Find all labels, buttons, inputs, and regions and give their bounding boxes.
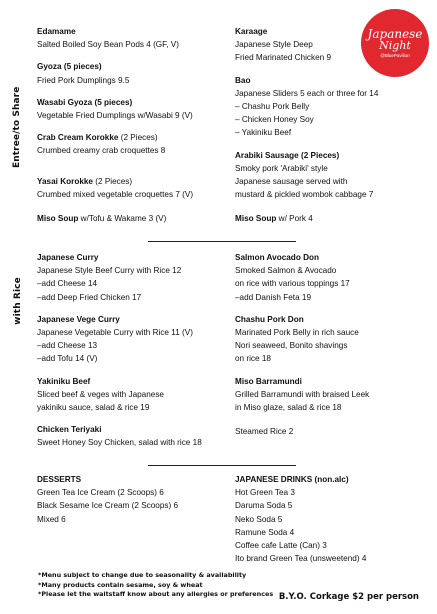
menu-item-salmon-avocado-don (235, 251, 425, 304)
item-desc: Japanese Vegetable Curry with Rice 11 (V) (37, 328, 193, 338)
item-desc: Marinated Pork Belly in rich sauce (235, 328, 359, 338)
item-name: Japanese Vege Curry (37, 314, 120, 324)
item-desc: on rice 18 (235, 354, 271, 364)
drink-item: Daruma Soda 5 (235, 501, 293, 511)
dessert-item: Black Sesame Ice Cream (2 Scoops) 6 (37, 501, 179, 511)
drinks-section (235, 473, 425, 565)
item-name-main: Miso Soup (37, 214, 79, 224)
menu-item-crab-cream-korokke (37, 131, 222, 157)
item-name: Karaage (235, 27, 268, 36)
drink-item: Neko Soda 5 (235, 514, 283, 524)
item-name: Salmon Avocado Don (235, 253, 320, 262)
item-desc: Steamed Rice 2 (235, 427, 294, 437)
menu-item-gyoza (37, 60, 222, 86)
item-desc: – Yakiniku Beef (235, 128, 292, 138)
item-desc: Japanese Style Beef Curry with Rice 12 (37, 266, 182, 276)
item-name-main: Crab Cream Korokke (37, 133, 119, 143)
entree-left-column (37, 25, 222, 225)
item-desc: –add Tofu 14 (V) (37, 354, 98, 364)
item-desc: Japanese sausage served with (235, 177, 348, 187)
footnotes (38, 571, 273, 600)
item-desc: Fried Pork Dumplings 9.5 (37, 75, 130, 85)
drink-item: Ito brand Green Tea (unsweetend) 4 (235, 554, 367, 564)
item-desc: – Chicken Honey Soy (235, 115, 314, 125)
item-name-suffix: (2 Pieces) (118, 133, 158, 143)
item-name (235, 212, 425, 225)
item-name: Edamame (37, 27, 76, 36)
item-desc: Vegetable Fried Dumplings w/Wasabi 9 (V) (37, 111, 193, 121)
item-desc: –add Danish Feta 19 (235, 292, 312, 302)
item-desc: Salted Boiled Soy Bean Pods 4 (GF, V) (37, 40, 179, 50)
entree-right-column (235, 25, 425, 226)
menu-item-arabiki-sausage (235, 149, 425, 202)
item-desc: mustard & pickled wombok cabbage 7 (235, 190, 374, 200)
drink-item: Ramune Soda 4 (235, 527, 295, 537)
drinks-title: JAPANESE DRINKS (non.alc) (235, 475, 349, 484)
menu-item-miso-soup-tofu (37, 212, 222, 225)
logo-text-line2: Night (379, 39, 411, 52)
item-desc: Sliced beef & veges with Japanese (37, 389, 164, 399)
item-name: Arabiki Sausage (2 Pieces) (235, 150, 340, 160)
item-desc: yakiniku sauce, salad & rice 19 (37, 403, 150, 413)
menu-item-bao (235, 74, 425, 140)
item-desc: –add Deep Fried Chicken 17 (37, 292, 142, 302)
item-desc: Smoky pork 'Arabiki' style (235, 163, 328, 173)
dessert-item: Green Tea Ice Cream (2 Scoops) 6 (37, 488, 164, 498)
footnote: *Please let the waitstaff know about any allergies or preferences (38, 590, 274, 598)
item-desc: Nori seaweed, Bonito shavings (235, 341, 348, 351)
item-name (37, 212, 222, 225)
item-name: Miso Barramundi (235, 376, 302, 386)
drink-item: Hot Green Tea 3 (235, 488, 295, 498)
item-desc: Sweet Honey Soy Chicken, salad with rice 18 (37, 438, 202, 448)
menu-item-miso-soup-pork (235, 212, 425, 225)
item-desc: Japanese Sliders 5 each or three for 14 (235, 88, 379, 98)
item-name: Chicken Teriyaki (37, 425, 102, 435)
menu-item-karaage (235, 25, 425, 65)
item-name-main: Miso Soup (235, 214, 277, 224)
item-desc: in Miso glaze, salad & rice 18 (235, 403, 342, 413)
section-label-entree: Entree/to Share (12, 86, 22, 168)
item-name-suffix: (2 Pieces) (92, 176, 133, 186)
item-desc: on rice with various toppings 17 (235, 279, 350, 289)
menu-item-wasabi-gyoza (37, 96, 222, 122)
item-name: Bao (235, 75, 251, 85)
item-desc: Fried Marinated Chicken 9 (235, 53, 332, 63)
item-name: Chashu Pork Don (235, 314, 304, 324)
item-name: Japanese Curry (37, 253, 99, 262)
item-name: Gyoza (5 pieces) (37, 62, 102, 72)
footnote: *Menu subject to change due to seasonality & availability (38, 571, 247, 579)
menu-item-yasai-korokke (37, 175, 222, 201)
menu-item-yakiniku-beef (37, 375, 222, 415)
item-name (37, 131, 222, 144)
item-desc: Crumbed mixed vegetable croquettes 7 (V) (37, 189, 194, 199)
item-name: Wasabi Gyoza (5 pieces) (37, 97, 133, 107)
section-divider-top (148, 241, 296, 242)
item-name: Yakiniku Beef (37, 376, 91, 386)
item-desc: –add Cheese 13 (37, 341, 98, 351)
menu-item-edamame (37, 25, 222, 51)
desserts-title: DESSERTS (37, 475, 82, 484)
menu-item-japanese-vege-curry (37, 313, 222, 366)
logo-subtext: @BluePavilion (380, 53, 410, 58)
item-desc: –add Cheese 14 (37, 279, 98, 289)
item-name-main: Yasai Korokke (37, 176, 93, 186)
item-name-suffix: w/Tofu & Wakame 3 (V) (78, 214, 167, 224)
item-desc: Smoked Salmon & Avocado (235, 266, 337, 276)
footnote: *Many products contain sesame, soy & wheat (38, 580, 203, 589)
item-name (37, 175, 222, 188)
menu-item-miso-barramundi (235, 375, 425, 415)
item-name-suffix: w/ Pork 4 (276, 214, 313, 224)
menu-item-steamed-rice (235, 425, 425, 438)
item-desc: Japanese Style Deep (235, 40, 313, 50)
item-desc: Grilled Barramundi with braised Leek (235, 389, 370, 399)
rice-left-column (37, 251, 222, 450)
byo-corkage-note: B.Y.O. Corkage $2 per person (278, 592, 419, 602)
section-label-rice: with Rice (13, 277, 23, 325)
section-divider-bottom (148, 465, 296, 466)
rice-right-column (235, 251, 425, 438)
drink-item: Coffee cafe Latte (Can) 3 (235, 541, 327, 551)
item-desc: – Chashu Pork Belly (235, 102, 310, 112)
menu-item-chashu-pork-don (235, 313, 425, 366)
desserts-section (37, 473, 222, 526)
logo-text-line1: Japanese (367, 27, 423, 41)
dessert-item: Mixed 6 (37, 514, 66, 524)
item-desc: Crumbed creamy crab croquettes 8 (37, 146, 166, 156)
menu-item-chicken-teriyaki (37, 423, 222, 449)
menu-item-japanese-curry (37, 251, 222, 304)
